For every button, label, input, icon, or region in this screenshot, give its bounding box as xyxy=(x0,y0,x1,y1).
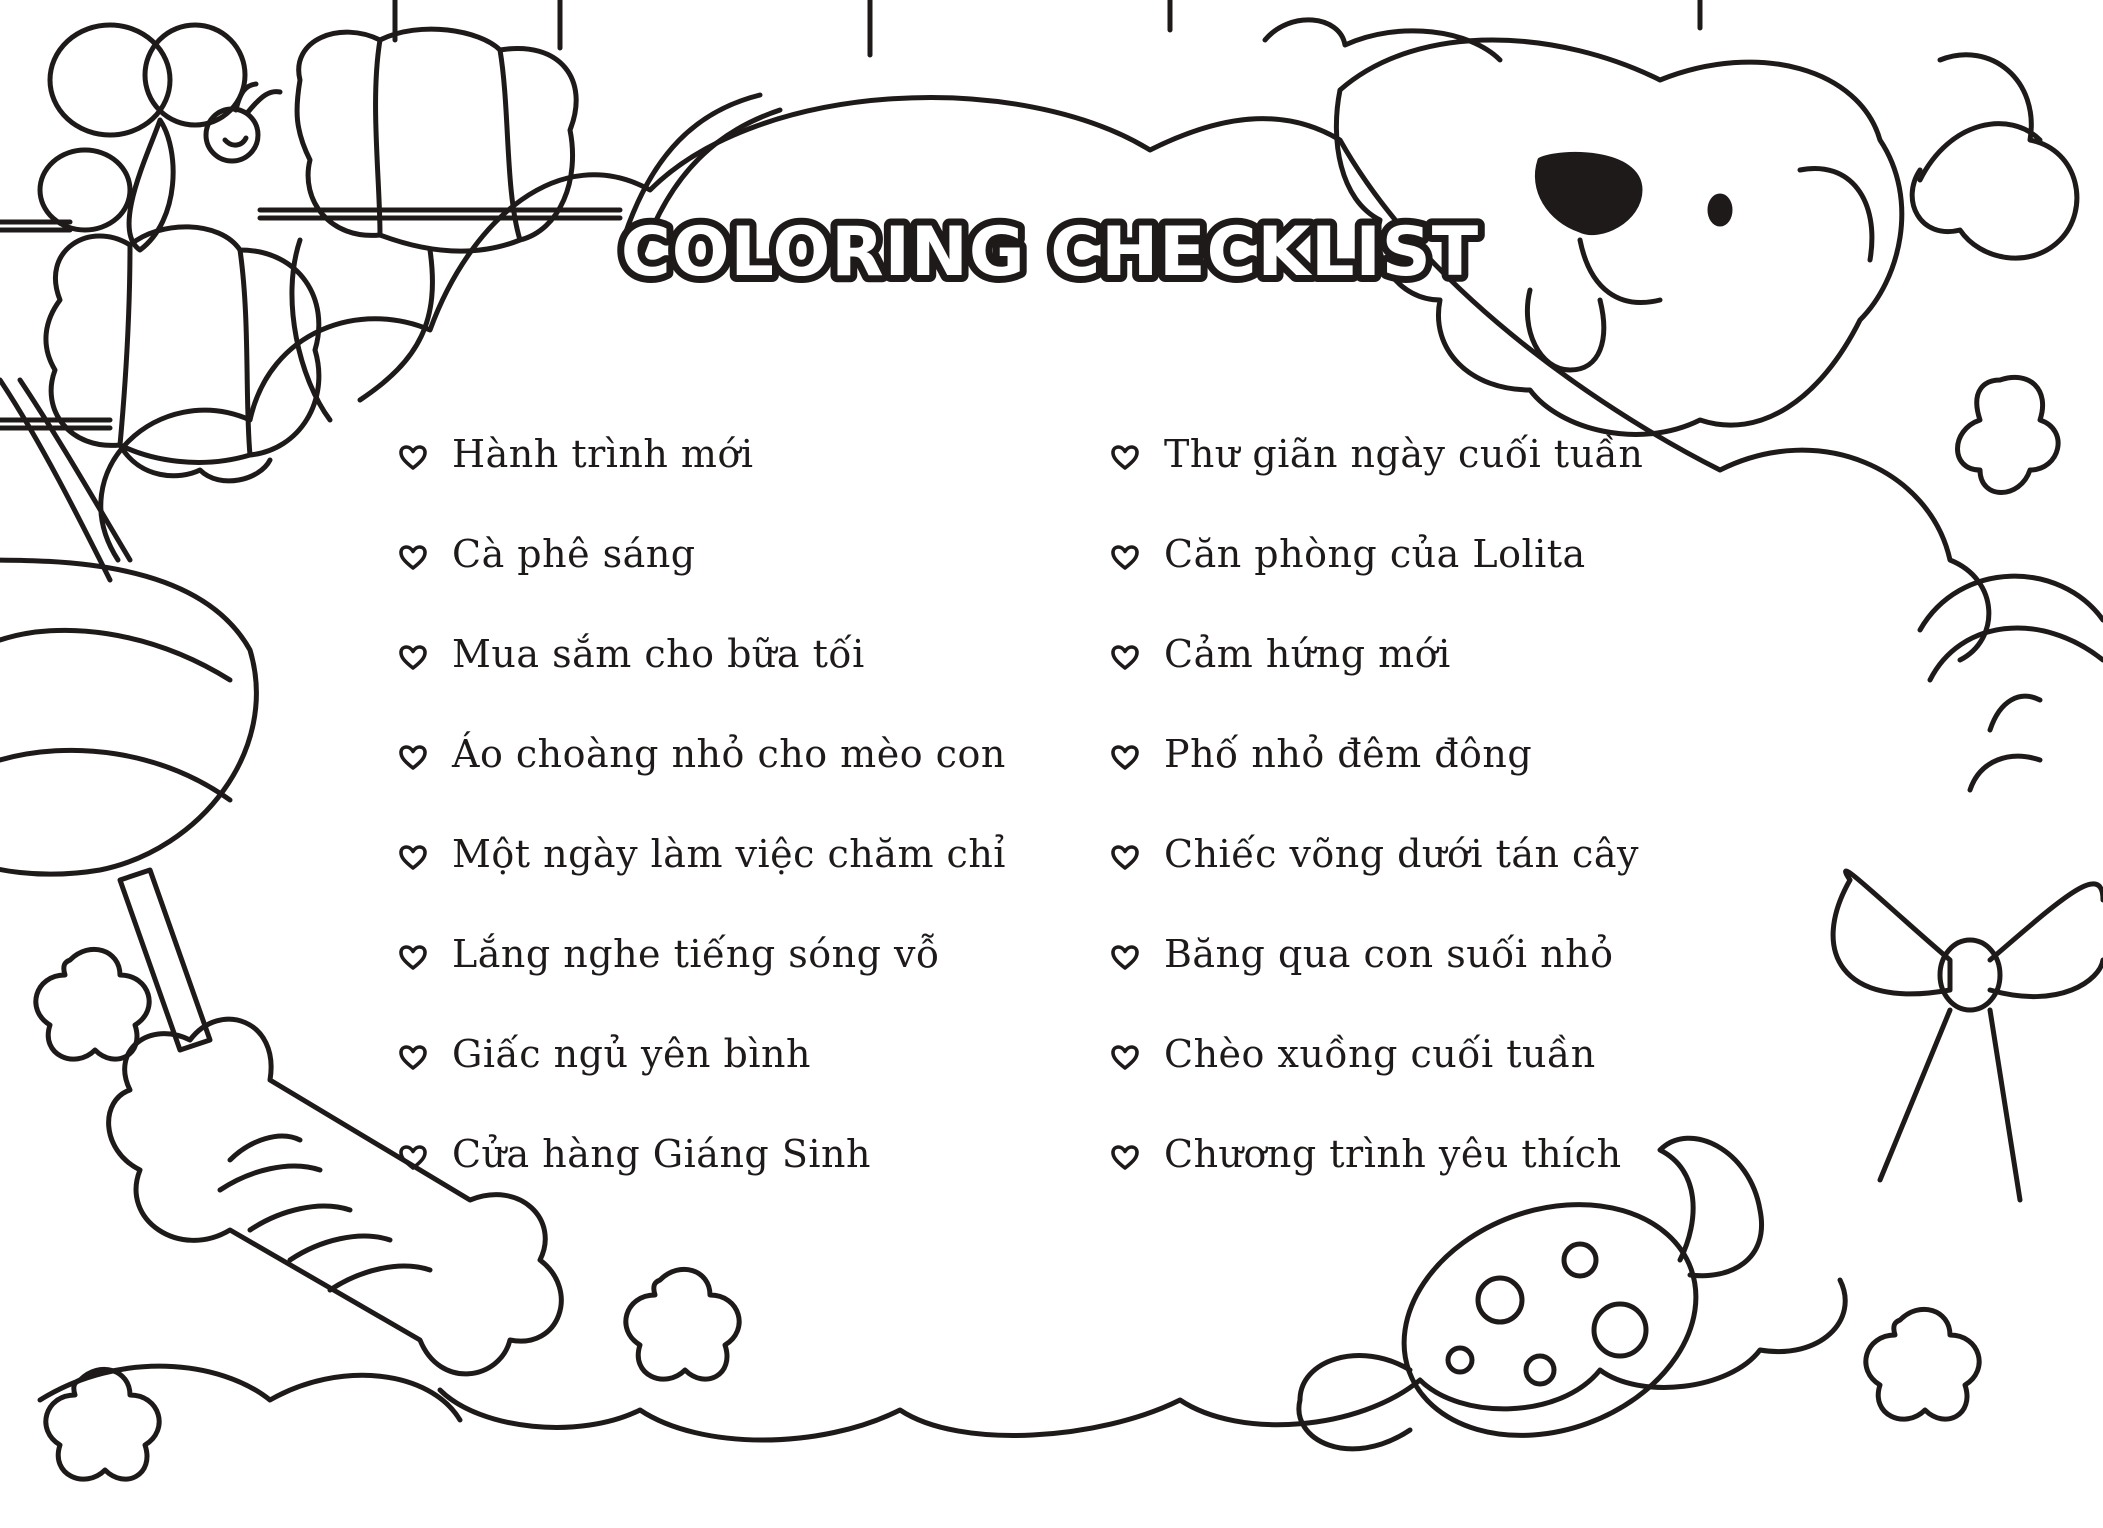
checklist-item[interactable] xyxy=(1110,1128,1750,1228)
checklist-item[interactable] xyxy=(1110,1028,1750,1128)
checklist-item[interactable] xyxy=(398,1128,1038,1228)
heart-outline-icon xyxy=(398,1142,428,1172)
star-icon xyxy=(626,1269,739,1379)
heart-outline-icon xyxy=(1110,1142,1140,1172)
flower-icon xyxy=(46,227,319,481)
heart-outline-icon xyxy=(1110,742,1140,772)
heart-outline-icon xyxy=(398,542,428,572)
heart-outline-icon xyxy=(398,842,428,872)
heart-outline-icon xyxy=(398,742,428,772)
checklist-item-label: Băng qua con suối nhỏ xyxy=(1164,932,1614,976)
checklist-item[interactable] xyxy=(1110,828,1750,928)
checklist-item-label: Cửa hàng Giáng Sinh xyxy=(452,1132,871,1176)
checklist-left-column xyxy=(398,428,1038,1228)
heart-outline-icon xyxy=(1110,1042,1140,1072)
page-title xyxy=(620,205,1480,295)
checklist-item[interactable] xyxy=(1110,928,1750,1028)
heart-outline-icon xyxy=(1110,642,1140,672)
page-title-text: COLORING CHECKLIST xyxy=(620,213,1480,292)
checklist-item[interactable] xyxy=(398,528,1038,628)
star-icon xyxy=(36,949,149,1059)
bow-icon xyxy=(1833,871,2103,1200)
checklist-item-label: Cà phê sáng xyxy=(452,532,696,576)
checklist-item[interactable] xyxy=(1110,428,1750,528)
flower-icon xyxy=(292,29,576,420)
checklist-item-label: Hành trình mới xyxy=(452,432,754,476)
heart-outline-icon xyxy=(1110,442,1140,472)
heart-outline-icon xyxy=(398,642,428,672)
heart-outline-icon xyxy=(1110,942,1140,972)
checklist-item[interactable] xyxy=(398,1028,1038,1128)
candy-cane-icon xyxy=(1920,576,2103,790)
checklist-item-label: Lắng nghe tiếng sóng vỗ xyxy=(452,932,940,976)
checklist-item-label: Mua sắm cho bữa tối xyxy=(452,632,865,676)
checklist-item-label: Chèo xuồng cuối tuần xyxy=(1164,1032,1596,1076)
checklist-item[interactable] xyxy=(398,628,1038,728)
butterfly-icon xyxy=(40,25,280,250)
heart-outline-icon xyxy=(398,1042,428,1072)
checklist-item-label: Chiếc võng dưới tán cây xyxy=(1164,832,1639,876)
checklist-item[interactable] xyxy=(1110,628,1750,728)
checklist-item-label: Chương trình yêu thích xyxy=(1164,1132,1622,1176)
checklist-item-label: Phố nhỏ đêm đông xyxy=(1164,732,1533,776)
checklist-item-label: Giấc ngủ yên bình xyxy=(452,1032,811,1076)
checklist-item-label: Thư giãn ngày cuối tuần xyxy=(1164,432,1644,476)
checklist-item[interactable] xyxy=(398,428,1038,528)
heart-outline-icon xyxy=(398,442,428,472)
checklist-item[interactable] xyxy=(398,928,1038,1028)
checklist-item[interactable] xyxy=(1110,528,1750,628)
star-icon xyxy=(1866,1309,1979,1419)
checklist-item-label: Một ngày làm việc chăm chỉ xyxy=(452,832,1006,876)
checklist-right-column xyxy=(1110,428,1750,1228)
checklist-item[interactable] xyxy=(1110,728,1750,828)
checklist-item[interactable] xyxy=(398,728,1038,828)
heart-outline-icon xyxy=(1110,542,1140,572)
checklist-item-label: Căn phòng của Lolita xyxy=(1164,532,1586,576)
checklist-item-label: Áo choàng nhỏ cho mèo con xyxy=(452,732,1006,776)
heart-outline-icon xyxy=(398,942,428,972)
checklist-item-label: Cảm hứng mới xyxy=(1164,632,1451,676)
checklist-item[interactable] xyxy=(398,828,1038,928)
heart-outline-icon xyxy=(1110,842,1140,872)
